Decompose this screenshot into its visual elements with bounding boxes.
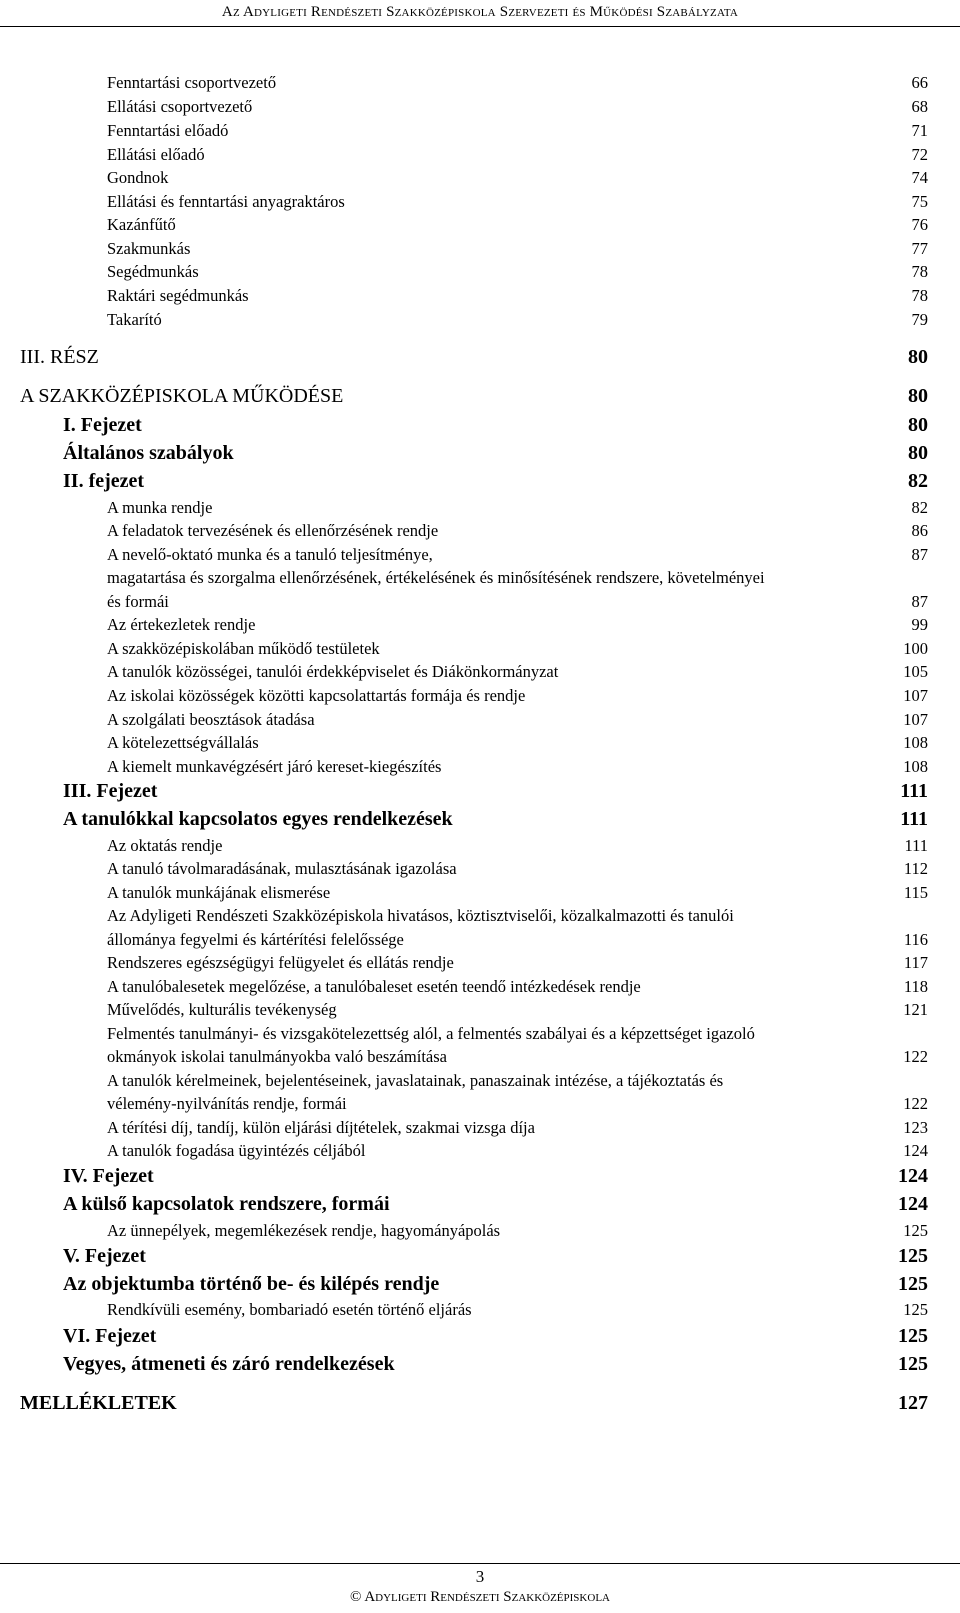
toc-entry-title: I. Fejezet (63, 414, 142, 436)
toc-entry-title: A feladatok tervezésének és ellenőrzésének rendje (107, 521, 439, 540)
toc-entry-title: A térítési díj, tandíj, külön eljárási díjtételek, szakmai vizsga díja (107, 1118, 535, 1137)
toc-entry-title: A tanuló távolmaradásának, mulasztásának igazolása (107, 859, 457, 878)
toc-entry-page: 78 (911, 262, 928, 281)
page-number: 3 (475, 1567, 485, 1586)
toc-entry-title: Ellátási és fenntartási anyagraktáros (107, 192, 345, 211)
toc-entry-page: 124 (898, 1165, 928, 1187)
toc-entry-title: okmányok iskolai tanulmányokba való beszámítása (107, 1047, 447, 1066)
toc-entry-title: A tanulók fogadása ügyintézés céljából (107, 1141, 366, 1160)
toc-entry-page: 125 (898, 1353, 928, 1375)
toc-entry-title: A nevelő-oktató munka és a tanuló teljesítménye, (107, 545, 433, 564)
toc-entry-page: 116 (903, 930, 928, 949)
toc-entry-title: Szakmunkás (107, 239, 191, 258)
toc-entry-page: 82 (911, 498, 928, 517)
toc-entry-page: 74 (911, 168, 928, 187)
toc-entry-page: 107 (903, 710, 928, 729)
toc-entry-title: Kazánfűtő (107, 215, 176, 234)
toc-entry-page: 80 (908, 346, 928, 368)
toc-entry-title: Általános szabályok (63, 442, 234, 464)
toc-entry-page: 108 (903, 757, 928, 776)
toc-entry-title: IV. Fejezet (63, 1165, 154, 1187)
toc-entry-title: A tanulóbalesetek megelőzése, a tanulóbaleset esetén teendő intézkedések rendje (107, 977, 641, 996)
toc-entry-page: 99 (911, 615, 928, 634)
toc-entry-page: 76 (911, 215, 928, 234)
toc-entry-page: 127 (898, 1392, 928, 1414)
toc-entry-title: Fenntartási csoportvezető (107, 73, 277, 92)
toc-entry-title: A szakközépiskolában működő testületek (107, 639, 380, 658)
toc-entry-page: 125 (898, 1273, 928, 1295)
toc-entry-title: Rendkívüli esemény, bombariadó esetén történő eljárás (107, 1300, 472, 1319)
toc-entry-page: 77 (911, 239, 928, 258)
toc-entry-title: A kiemelt munkavégzésért járó kereset-kiegészítés (107, 757, 442, 776)
toc-entry-page: 82 (908, 470, 928, 492)
toc-entry-title: állománya fegyelmi és kártérítési felelőssége (107, 930, 404, 949)
toc-entry-title: III. RÉSZ (20, 346, 99, 368)
toc-entry-title: VI. Fejezet (63, 1325, 157, 1347)
toc-entry-page: 125 (903, 1221, 928, 1240)
toc-entry-title: A szolgálati beosztások átadása (107, 710, 315, 729)
toc-entry-title: II. fejezet (63, 470, 145, 492)
toc-entry-page: 111 (904, 836, 928, 855)
toc-entry-page: 124 (903, 1141, 928, 1160)
toc-entry-title: A SZAKKÖZÉPISKOLA MŰKÖDÉSE (20, 385, 344, 407)
toc-entry-page: 75 (911, 192, 928, 211)
toc-entry-title: Az Adyligeti Rendészeti Szakközépiskola hivatásos, köztisztviselői, közalkalmazotti és tanulói (107, 906, 734, 925)
toc-entry-title: A kötelezettségvállalás (107, 733, 259, 752)
toc-entry-title: A munka rendje (107, 498, 213, 517)
toc-entry-page: 80 (908, 385, 928, 407)
toc-entry-page: 125 (903, 1300, 928, 1319)
toc-entry-title: A tanulók munkájának elismerése (107, 883, 331, 902)
toc-entry-title: Művelődés, kulturális tevékenység (107, 1000, 337, 1019)
toc-entry-page: 71 (911, 121, 928, 140)
toc-entry-page: 87 (911, 592, 928, 611)
toc-entry-page: 111 (900, 808, 928, 830)
toc-entry-title: Raktári segédmunkás (107, 286, 249, 305)
toc-entry-page: 66 (911, 73, 928, 92)
toc-entry-title: Fenntartási előadó (107, 121, 229, 140)
toc-entry-title: Felmentés tanulmányi- és vizsgakötelezettség alól, a felmentés szabályai és a képzettséget igazoló (107, 1024, 755, 1043)
toc-entry-title: III. Fejezet (63, 780, 158, 802)
toc-entry-page: 87 (911, 545, 928, 564)
toc-entry-title: Gondnok (107, 168, 169, 187)
toc-entry-page: 125 (898, 1325, 928, 1347)
toc-entry-page: 107 (903, 686, 928, 705)
toc-entry-page: 108 (903, 733, 928, 752)
toc-entry-title: Az értekezletek rendje (107, 615, 256, 634)
toc-entry-title: magatartása és szorgalma ellenőrzésének, értékelésének és minősítésének rendszere, követelményei (107, 568, 765, 587)
toc-entry-title: Az ünnepélyek, megemlékezések rendje, hagyományápolás (107, 1221, 501, 1240)
toc-entry-title: A külső kapcsolatok rendszere, formái (63, 1193, 390, 1215)
toc-entry-title: Segédmunkás (107, 262, 199, 281)
toc-entry-page: 80 (908, 414, 928, 436)
toc-entry-title: A tanulókkal kapcsolatos egyes rendelkezések (63, 808, 453, 830)
toc-entry-page: 105 (903, 662, 928, 681)
toc-entry-title: Takarító (107, 310, 162, 329)
toc-entry-page: 112 (903, 859, 928, 878)
toc-entry-page: 124 (898, 1193, 928, 1215)
toc-entry-page: 80 (908, 442, 928, 464)
toc-entry-page: 115 (903, 883, 928, 902)
toc-entry-title: Ellátási előadó (107, 145, 205, 164)
toc-entry-title: V. Fejezet (63, 1245, 146, 1267)
toc-entry-page: 122 (903, 1047, 928, 1066)
toc-entry-title: és formái (107, 592, 169, 611)
toc-entry-page: 123 (903, 1118, 928, 1137)
toc-entry-title: A tanulók közösségei, tanulói érdekképviselet és Diákönkormányzat (107, 662, 559, 681)
toc-entry-page: 125 (898, 1245, 928, 1267)
running-header: Az Adyligeti Rendészeti Szakközépiskola Szervezeti és Működési Szabályzata (0, 0, 960, 27)
footer-copyright: © Adyligeti Rendészeti Szakközépiskola (350, 1589, 610, 1605)
toc-entry-title: A tanulók kérelmeinek, bejelentéseinek, javaslatainak, panaszainak intézése, a tájékoztatás és (107, 1071, 724, 1090)
toc-entry-title: Rendszeres egészségügyi felügyelet és ellátás rendje (107, 953, 454, 972)
footer-divider (0, 1563, 960, 1564)
toc-entry-page: 111 (900, 780, 928, 802)
toc-entry-page: 68 (911, 97, 928, 116)
toc-entry-title: Az objektumba történő be- és kilépés rendje (63, 1273, 440, 1295)
toc-entry-page: 79 (911, 310, 928, 329)
toc-entry-page: 100 (903, 639, 928, 658)
toc-entry-page: 86 (911, 521, 928, 540)
toc-entry-page: 117 (903, 953, 928, 972)
toc-entry-title: Vegyes, átmeneti és záró rendelkezések (63, 1353, 395, 1375)
toc-entry-title: Az oktatás rendje (107, 836, 223, 855)
toc-entry-page: 121 (903, 1000, 928, 1019)
toc-entry-title: MELLÉKLETEK (20, 1392, 177, 1414)
toc-entry-title: Az iskolai közösségek közötti kapcsolattartás formája és rendje (107, 686, 526, 705)
toc-entry-page: 118 (903, 977, 928, 996)
toc-entry-title: Ellátási csoportvezető (107, 97, 253, 116)
toc-entry-title: vélemény-nyilvánítás rendje, formái (107, 1094, 347, 1113)
toc-entry-page: 78 (911, 286, 928, 305)
toc-entry-page: 72 (911, 145, 928, 164)
toc-entry-page: 122 (903, 1094, 928, 1113)
